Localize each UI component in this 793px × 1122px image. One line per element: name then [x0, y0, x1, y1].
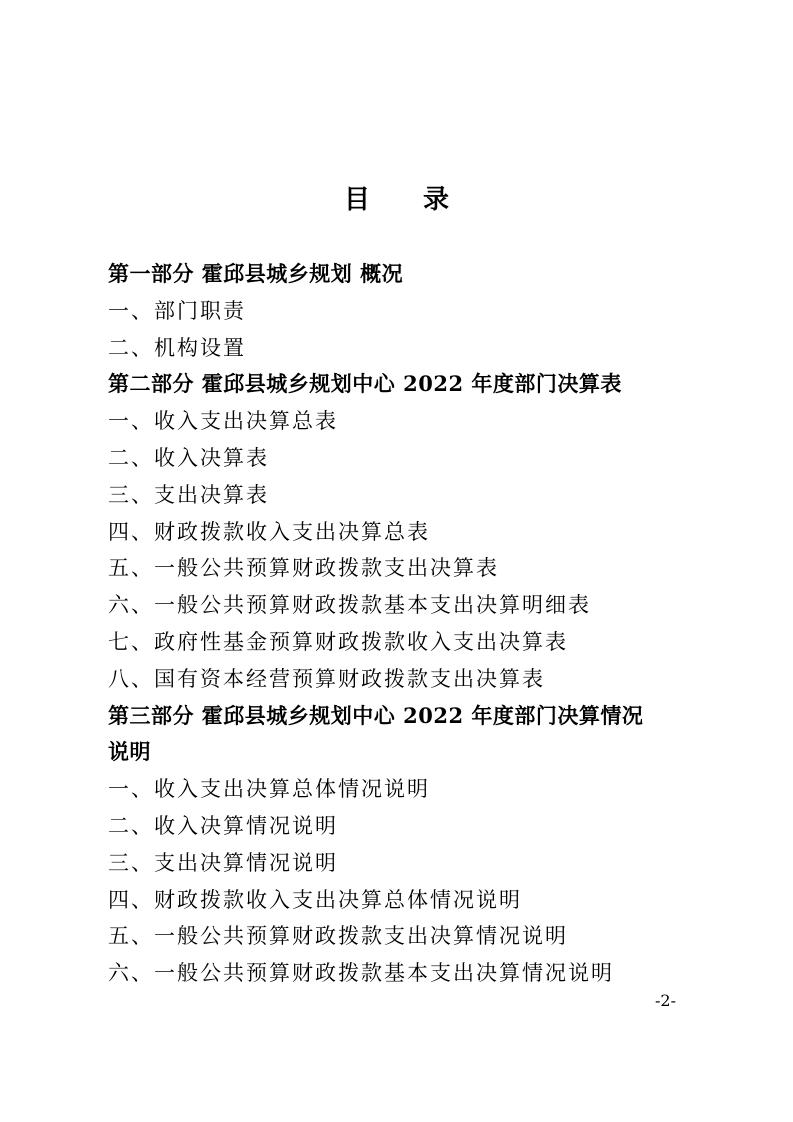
toc-item[interactable]: 一、收入支出决算总体情况说明 [108, 777, 430, 802]
toc-item[interactable]: 五、一般公共预算财政拨款支出决算情况说明 [108, 924, 568, 949]
part-three-heading-continued[interactable]: 说明 [108, 739, 151, 765]
part-three-heading[interactable]: 第三部分 霍邱县城乡规划中心 2022 年度部门决算情况 [108, 702, 644, 728]
toc-item[interactable]: 二、收入决算表 [108, 445, 269, 470]
part-one-heading[interactable]: 第一部分 霍邱县城乡规划 概况 [108, 261, 404, 286]
toc-item[interactable]: 七、政府性基金预算财政拨款收入支出决算表 [108, 629, 568, 654]
toc-item[interactable]: 三、支出决算表 [108, 482, 269, 507]
toc-item[interactable]: 五、一般公共预算财政拨款支出决算表 [108, 556, 499, 581]
table-of-contents [108, 256, 708, 992]
toc-item[interactable]: 二、收入决算情况说明 [108, 813, 338, 838]
toc-item[interactable]: 二、机构设置 [108, 335, 246, 360]
toc-item[interactable]: 八、国有资本经营预算财政拨款支出决算表 [108, 666, 545, 691]
page-title: 目 录 [343, 185, 472, 215]
page-number: -2- [655, 991, 676, 1010]
toc-item[interactable]: 一、部门职责 [108, 298, 246, 323]
toc-item[interactable]: 四、财政拨款收入支出决算总表 [108, 519, 430, 544]
toc-item[interactable]: 一、收入支出决算总表 [108, 409, 338, 434]
part-two-heading[interactable]: 第二部分 霍邱县城乡规划中心 2022 年度部门决算表 [108, 371, 622, 397]
toc-item[interactable]: 六、一般公共预算财政拨款基本支出决算情况说明 [108, 961, 614, 986]
toc-item[interactable]: 六、一般公共预算财政拨款基本支出决算明细表 [108, 593, 591, 618]
toc-item[interactable]: 四、财政拨款收入支出决算总体情况说明 [108, 887, 522, 912]
toc-item[interactable]: 三、支出决算情况说明 [108, 850, 338, 875]
